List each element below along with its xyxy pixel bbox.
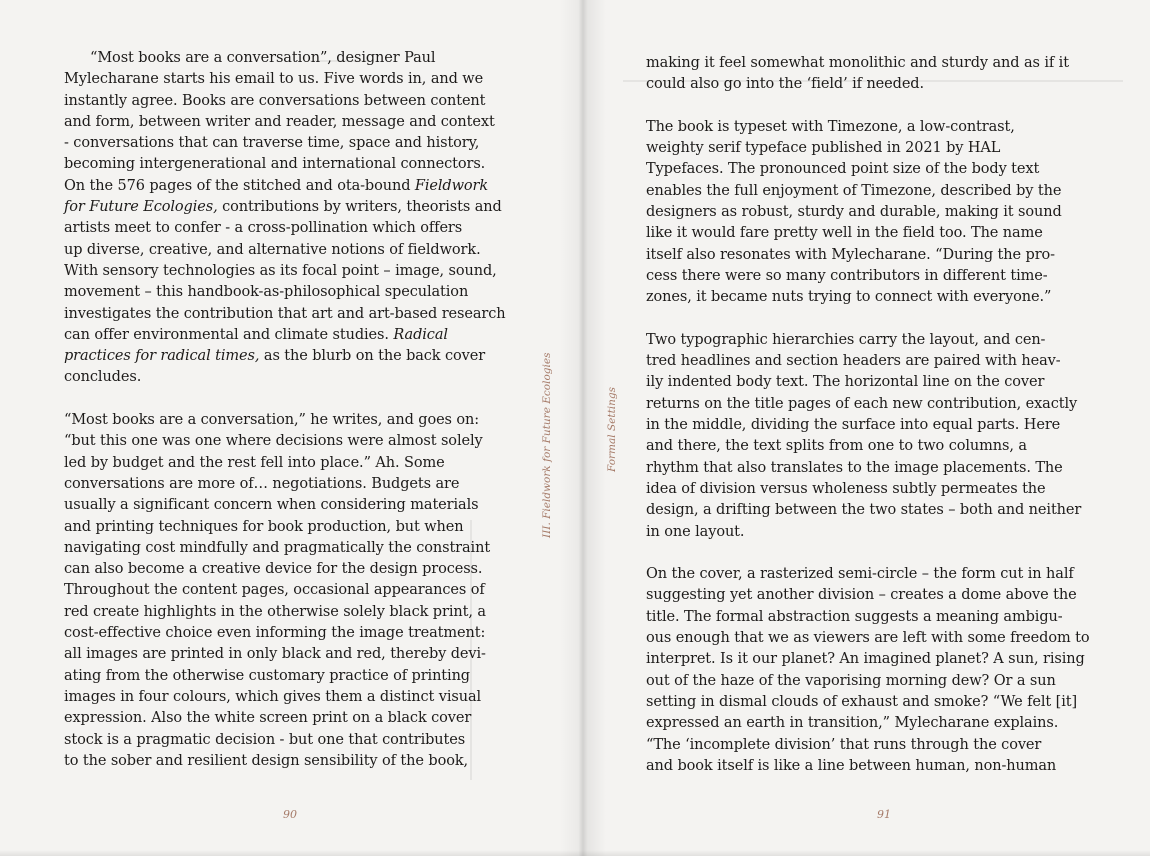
text-line: in one layout. — [646, 523, 745, 540]
text-line: On the cover, a rasterized semi-circle – the form cut in half — [646, 566, 1074, 583]
text-line: concludes. — [64, 369, 142, 386]
text-line: making it feel somewhat monolithic and sturdy and as if it — [646, 55, 1069, 71]
text-line: Throughout the content pages, occasional appearances of — [64, 582, 485, 599]
text-line: itself also resonates with Mylecharane. “During the pro- — [646, 246, 1055, 263]
text-line: artists meet to confer - a cross-pollination which offers — [64, 220, 463, 237]
text-line: can also become a creative device for the design process. — [64, 561, 483, 578]
text-line: “but this one was one where decisions were almost solely — [64, 433, 483, 450]
text-line: images in four colours, which gives them a distinct visual — [64, 688, 482, 705]
text-line: design, a drifting between the two states – both and neither — [646, 502, 1082, 519]
text-line: ating from the otherwise customary practice of printing — [64, 667, 470, 684]
text-line: in the middle, dividing the surface into equal parts. Here — [646, 417, 1061, 434]
text-line: like it would fare pretty well in the field too. The name — [646, 225, 1043, 242]
text-line: “Most books are a conversation,” he writes, and goes on: — [64, 412, 480, 429]
right-paragraph-1 — [646, 53, 1108, 96]
right-paragraph-2 — [646, 117, 1108, 309]
text-line: - conversations that can traverse time, space and history, — [64, 135, 480, 152]
text-line: instantly agree. Books are conversations between content — [64, 92, 486, 109]
text-line: “Most books are a conversation”, designer Paul — [90, 50, 436, 66]
text-line: all images are printed in only black and red, thereby devi- — [64, 646, 486, 663]
text-line: suggesting yet another division – creates a dome above the — [646, 587, 1077, 604]
text-line: Two typographic hierarchies carry the layout, and cen- — [646, 331, 1046, 348]
blurb-title-italic: practices for radical times, — [64, 348, 260, 365]
right-body-text — [646, 53, 1108, 798]
text-line: led by budget and the rest fell into place.” Ah. Some — [64, 454, 445, 471]
text-line: With sensory technologies as its focal point – image, sound, — [64, 262, 497, 279]
text-line: up diverse, creative, and alternative notions of fieldwork. — [64, 241, 481, 258]
text-line: cess there were so many contributors in different time- — [646, 267, 1048, 284]
text-line: “The ‘incomplete division’ that runs through the cover — [646, 736, 1042, 753]
text-line: Typefaces. The pronounced point size of the body text — [646, 161, 1040, 178]
page-number-right: 91 — [877, 808, 891, 821]
text-line — [64, 325, 526, 346]
left-paragraph-2 — [64, 410, 526, 772]
text-line: ily indented body text. The horizontal line on the cover — [646, 374, 1045, 391]
text-line: expressed an earth in transition,” Mylecharane explains. — [646, 715, 1059, 732]
text-line: out of the haze of the vaporising morning dew? Or a sun — [646, 672, 1056, 689]
text-line: and form, between writer and reader, message and context — [64, 113, 495, 130]
text-line — [64, 346, 526, 367]
text-line: usually a significant concern when considering materials — [64, 497, 479, 514]
blurb-title-italic: Radical — [393, 326, 448, 343]
text-line: red create highlights in the otherwise solely black print, a — [64, 603, 486, 620]
text-line: idea of division versus wholeness subtly permeates the — [646, 480, 1046, 497]
right-paragraph-4 — [646, 564, 1108, 777]
text-fragment: On the 576 pages of the stitched and ota-bound — [64, 177, 415, 194]
book-title-italic: for Future Ecologies, — [64, 199, 218, 216]
text-line: stock is a pragmatic decision - but one that contributes — [64, 731, 466, 748]
right-paragraph-3 — [646, 330, 1108, 543]
text-line: interpret. Is it our planet? An imagined planet? A sun, rising — [646, 651, 1085, 668]
text-line: ous enough that we as viewers are left with some freedom to — [646, 630, 1090, 647]
running-head-left: III. Fieldwork for Future Ecologies — [541, 352, 553, 538]
text-line: zones, it became nuts trying to connect with everyone.” — [646, 289, 1052, 306]
text-line: could also go into the ‘field’ if needed. — [646, 76, 924, 93]
book-title-italic: Fieldwork — [414, 177, 489, 194]
left-body-text — [64, 48, 526, 793]
text-line: returns on the title pages of each new contribution, exactly — [646, 395, 1078, 412]
text-line: weighty serif typeface published in 2021 by HAL — [646, 140, 1001, 157]
text-line — [64, 197, 526, 218]
text-line: Mylecharane starts his email to us. Five words in, and we — [64, 71, 484, 88]
text-line: becoming intergenerational and international connectors. — [64, 156, 486, 173]
text-line: and there, the text splits from one to two columns, a — [646, 438, 1027, 455]
text-line: cost-effective choice even informing the image treatment: — [64, 625, 486, 642]
text-line: expression. Also the white screen print on a black cover — [64, 710, 472, 727]
text-line — [64, 176, 526, 197]
text-fragment: can offer environmental and climate studies. — [64, 326, 394, 343]
text-line: enables the full enjoyment of Timezone, described by the — [646, 182, 1062, 199]
text-line: to the sober and resilient design sensibility of the book, — [64, 752, 469, 769]
text-line: and printing techniques for book production, but when — [64, 518, 464, 535]
text-line: and book itself is like a line between human, non-human — [646, 757, 1057, 774]
text-line: title. The formal abstraction suggests a meaning ambigu- — [646, 608, 1063, 625]
text-fragment: contributions by writers, theorists and — [217, 199, 502, 216]
text-fragment: as the blurb on the back cover — [259, 348, 486, 365]
text-line: investigates the contribution that art and art-based research — [64, 305, 506, 322]
text-line: movement – this handbook-as-philosophical speculation — [64, 284, 469, 301]
text-line: navigating cost mindfully and pragmatically the constraint — [64, 539, 491, 556]
running-head-right: Formal Settings — [606, 386, 618, 472]
left-paragraph-1 — [64, 48, 526, 389]
text-line: The book is typeset with Timezone, a low-contrast, — [646, 118, 1015, 135]
page-bottom-edge — [0, 850, 1150, 856]
page-number-left: 90 — [283, 808, 297, 821]
text-line: tred headlines and section headers are paired with heav- — [646, 353, 1061, 370]
text-line: conversations are more of… negotiations. Budgets are — [64, 475, 460, 492]
text-line: setting in dismal clouds of exhaust and smoke? “We felt [it] — [646, 693, 1078, 710]
text-line: designers as robust, sturdy and durable, making it sound — [646, 204, 1062, 221]
text-line: rhythm that also translates to the image placements. The — [646, 459, 1063, 476]
